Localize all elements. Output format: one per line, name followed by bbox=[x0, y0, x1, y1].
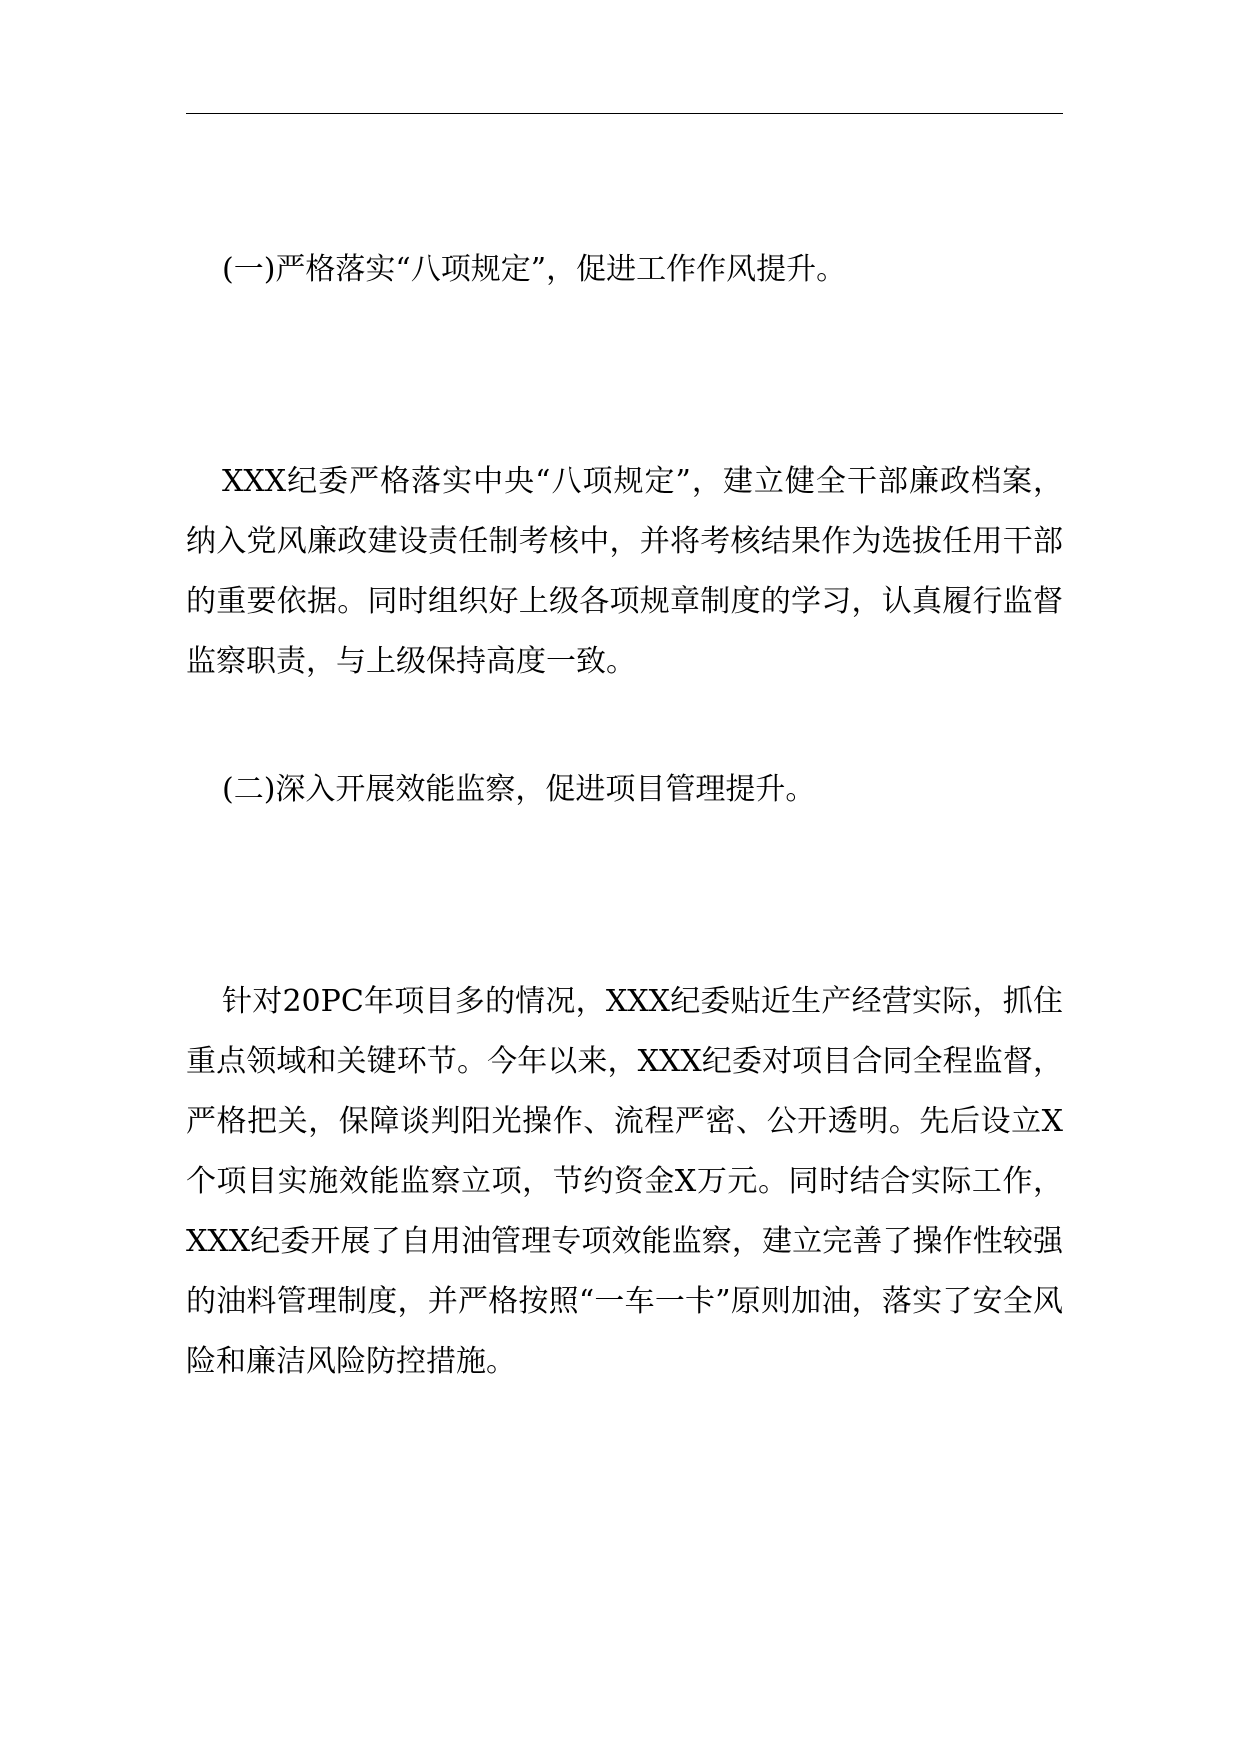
section-heading-2: (二)深入开展效能监察，促进项目管理提升。 bbox=[222, 772, 816, 807]
section-paragraph-2: 针对20PC年项目多的情况，XXX纪委贴近生产经营实际，抓住重点领域和关键环节。今年以来，XXX纪委对项目合同全程监督，严格把关，保障谈判阳光操作、流程严密、公开透明。先后设立X个项目实施效能监察立项，节约资金X万元。同时结合实际工作，XXX纪委开展了自用油管理专项效能监察，建立完善了操作性较强的油料管理制度，并严格按照“一车一卡”原则加油，落实了安全风险和廉洁风险防控措施。 bbox=[186, 984, 1063, 1379]
section-heading-1: (一)严格落实“八项规定”，促进工作作风提升。 bbox=[222, 252, 847, 287]
header-rule bbox=[186, 113, 1063, 114]
section-paragraph-1: XXX纪委严格落实中央“八项规定”，建立健全干部廉政档案，纳入党风廉政建设责任制考核中，并将考核结果作为选拔任用干部的重要依据。同时组织好上级各项规章制度的学习，认真履行监督监察职责，与上级保持高度一致。 bbox=[186, 464, 1063, 679]
